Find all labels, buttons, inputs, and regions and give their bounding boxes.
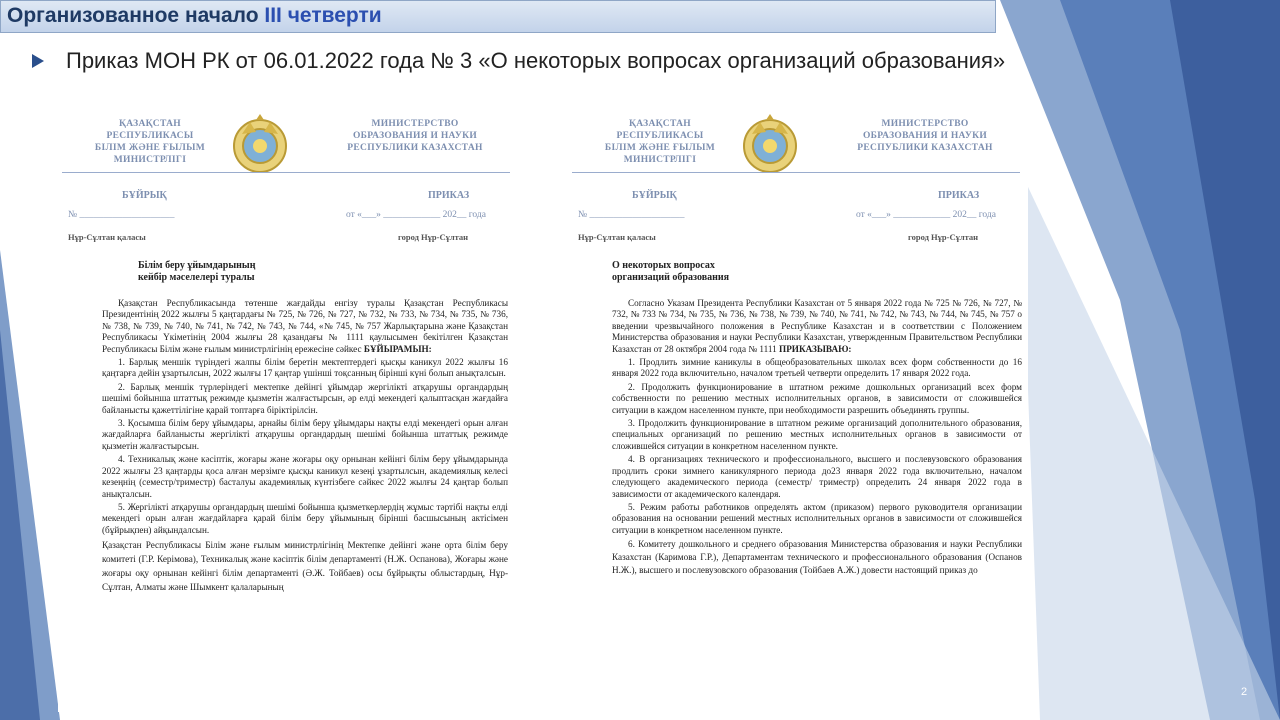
order-label-ru: ПРИКАЗ	[938, 190, 980, 201]
order-date-line: от «___» ____________ 202__ года	[856, 210, 996, 220]
document-title: Білім беру ұйымдарының кейбір мәселелері туралы	[138, 260, 256, 283]
paragraph-4: 4. Техникалық және кәсіптік, жоғары және жоғары оқу орнынан кейінгі білім беру ұйымдарында 2022 жылғы 23 қаңтарды қоса алған мерзімге қысқы каникул кезеңі ұзартылсын, академиялық келесі кезеңнің (семестр/триместр) басталуы академиялық күнтізбеге сәйкес 2022 жылғы 24 қаңтар болып анықталсын.	[102, 454, 508, 499]
preamble-paragraph	[612, 298, 1022, 355]
subtitle-text: Приказ МОН РК от 06.01.2022 года № 3 «О некоторых вопросах организаций образования»	[66, 48, 1006, 73]
paragraph-3: 3. Продолжить функционирование в штатном режиме организаций дополнительного образования, специальных организаций по решению местных исполнительных органов в зависимости от сложившейся ситуации в конкретном населенном пункте.	[612, 418, 1022, 451]
ministry-name-kz: ҚАЗАҚСТАН РЕСПУБЛИКАСЫ БІЛІМ ЖӘНЕ ҒЫЛЫМ МИНИСТРЛІГІ	[604, 119, 716, 165]
order-document-russian	[568, 100, 1028, 712]
state-emblem-icon	[738, 112, 802, 176]
paragraph-2: 2. Барлық меншік түрлеріндегі мектепке дейінгі ұйымдар жергілікті атқарушы органдардың шешімі бойынша штаттық режимде қызметін жалғастырсын, әр елді мекендегі қалыптасқан жағдайға байланысты қажеттілігіне қарай топтарға біріктірілсін.	[102, 381, 508, 415]
order-number-line: № ____________________	[578, 210, 685, 220]
slide-subtitle	[32, 48, 1005, 74]
paragraph-1: 1. Барлық меншік түріндегі жалпы білім беретін мектептердегі қысқы каникул 2022 жылғы 16 қаңтарға дейін ұзартылсын, 2022 жылғы 17 қаңтар үшінші тоқсанның бірінші күні болып анықталсын.	[102, 357, 508, 379]
bullet-arrow-icon	[32, 54, 44, 68]
preamble-text: Қазақстан Республикасында төтенше жағдайды енгізу туралы Қазақстан Республикасы Президентінің 2022 жылғы 5 қаңтардағы № 725, № 726, № 727, № 732, № 733, № 734, № 735, № 736, № 738, № 739, № 740, № 741, № 742, № 743, № 744, «№ 745, № 757 Жарлықтарына және Қазақстан Республикасы Үкіметінің 2004 жылғы 28 қазандағы № 1111 қаулысымен бекітілген Қазақстан Республикасы Білім және ғылым министрлігінің ережесіне сәйкес	[102, 298, 508, 354]
preamble-text: Согласно Указам Президента Республики Казахстан от 5 января 2022 года № 725 № 726, № 727, № 732, № 733 № 734, № 735, № 736, № 738, № 739, № 740, № 741, № 742, № 743, № 744, № 745, № 757 о введении чрезвычайного положения в Республике Казахстан и в соответствии с Положением Министерства образования и науки Республики Казахстан, утвержденным Правительством Республики Казахстан от 28 октября 2004 года № 1111	[612, 298, 1022, 354]
order-label-row	[58, 178, 518, 224]
slide-title	[7, 4, 382, 28]
document-header	[58, 100, 518, 178]
city-ru: город Нұр-Сұлтан	[398, 232, 469, 242]
city-ru: город Нұр-Сұлтан	[908, 232, 979, 242]
document-body	[102, 298, 508, 594]
paragraph-5: 5. Жергілікті атқарушы органдардың шешімі бойынша қызметкерлердің жұмыс тәртібі нақты елді мекендегі орын алған жағдайларға қарай білім беру ұйымының бірінші басшысының актісімен (бұйрықпен) айқындалсын.	[102, 501, 508, 535]
order-label-kz: БҰЙРЫҚ	[122, 190, 167, 201]
state-emblem-icon	[228, 112, 292, 176]
city-row	[58, 224, 518, 250]
document-body	[612, 298, 1022, 577]
order-word: ПРИКАЗЫВАЮ:	[779, 343, 852, 354]
paragraph-3: 3. Қосымша білім беру ұйымдары, арнайы білім беру ұйымдары нақты елді мекендегі орын алған жағдайларға байланысты жергілікті атқарушы органдардың шешімі бойынша штаттық режимде қызметін жалғастырсын.	[102, 418, 508, 451]
order-word: БҰЙЫРАМЫН:	[363, 343, 432, 354]
document-title: О некоторых вопросах организаций образования	[612, 260, 730, 283]
city-kz: Нұр-Сұлтан қаласы	[68, 232, 146, 242]
order-label-row	[568, 178, 1028, 224]
slide-title-highlight: III четверти	[264, 4, 382, 27]
slide-title-bar	[0, 0, 996, 33]
order-number-line: № ____________________	[68, 210, 175, 220]
city-row	[568, 224, 1028, 250]
document-header	[568, 100, 1028, 178]
order-date-line: от «___» ____________ 202__ года	[346, 210, 486, 220]
paragraph-5: 5. Режим работы работников определять актом (приказом) первого руководителя организации образования на основании решений местных исполнительных органов в зависимости от сложившейся ситуации в конкретном населенном пункте.	[612, 501, 1022, 535]
slide-title-main: Организованное начало	[7, 4, 265, 27]
header-divider	[62, 172, 510, 173]
paragraph-2: 2. Продолжить функционирование в штатном режиме дошкольных организаций всех форм собственности по решению местных исполнительных органов, в зависимости от сложившейся ситуации в каждом населенном пункте, при необходимости разрешить объединять группы.	[612, 381, 1022, 415]
city-kz: Нұр-Сұлтан қаласы	[578, 232, 656, 242]
page-number: 2	[1241, 686, 1248, 698]
ministry-name-kz: ҚАЗАҚСТАН РЕСПУБЛИКАСЫ БІЛІМ ЖӘНЕ ҒЫЛЫМ МИНИСТРЛІГІ	[94, 119, 206, 165]
ministry-name-ru: МИНИСТЕРСТВО ОБРАЗОВАНИЯ И НАУКИ РЕСПУБЛИКИ КАЗАХСТАН	[347, 119, 483, 153]
order-label-ru: ПРИКАЗ	[428, 190, 470, 201]
ministry-name-ru: МИНИСТЕРСТВО ОБРАЗОВАНИЯ И НАУКИ РЕСПУБЛИКИ КАЗАХСТАН	[857, 119, 993, 153]
paragraph-1: 1. Продлить зимние каникулы в общеобразовательных школах всех форм собственности до 16 января 2022 года включительно, началом третьей четверти определить 17 января 2022 года.	[612, 357, 1022, 379]
order-label-kz: БҰЙРЫҚ	[632, 190, 677, 201]
paragraph-6: Қазақстан Республикасы Білім және ғылым министрлігінің Мектепке дейінгі және орта білім беру комитеті (Г.Р. Керімова), Техникалық және кәсіптік білім департаменті (Н.Ж. Оспанова), Жоғары және жоғары оқу орнынан кейінгі білім департаменті (Ә.Ж. Тойбаев) осы бұйрықты облыстардың, Нұр-Сұлтан, Алматы және Шымкент қалаларының	[102, 540, 508, 593]
paragraph-6: 6. Комитету дошкольного и среднего образования Министерства образования и науки Республики Казахстан (Каримова Г.Р.), Департаментам технического и профессионального образования (Оспанов Н.Ж.), высшего и послевузовского образования (Тойбаев А.Ж.) довести настоящий приказ до	[612, 539, 1022, 576]
paragraph-4: 4. В организациях технического и профессионального, высшего и послевузовского образования продлить сроки зимнего каникулярного периода до23 января 2022 года включительно, началом следующего академического периода (семестр/ триместр) определить 24 января 2022 года в зависимости от академического календаря.	[612, 454, 1022, 499]
header-divider	[572, 172, 1020, 173]
preamble-paragraph	[102, 298, 508, 355]
order-document-kazakh	[58, 100, 518, 712]
